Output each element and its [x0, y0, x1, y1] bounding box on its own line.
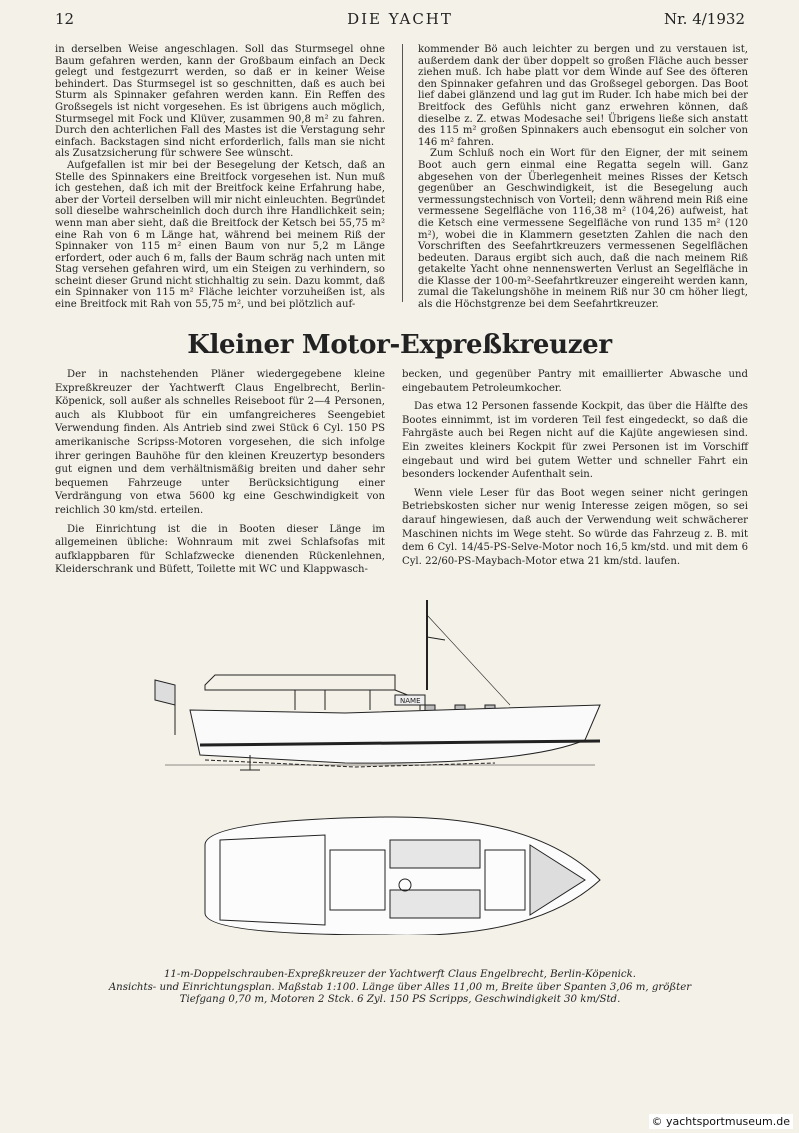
paragraph: becken, und gegenüber Pantry mit emaillierter Abwasche und eingebautem Petroleumkocher.: [402, 369, 748, 394]
paragraph: Wenn viele Leser für das Boot wegen seiner nicht geringen Betriebskosten sicher nur wenig Interesse zeigen mögen, so sei darauf hingewiesen, daß auch der Verwendung weit schwächerer Maschinen nichts im Wege steht. So würde das Fahrzeug z. B. mit dem 6 Cyl. 14/45-PS-Selve-Motor noch 16,5 km/std. und mit dem 6 Cyl. 22/60-PS-Maybach-Motor etwa 21 km/std. laufen.: [402, 487, 748, 567]
magazine-title: DIE YACHT: [347, 10, 453, 28]
article-title: Kleiner Motor-Expreßkreuzer: [187, 330, 612, 360]
top-column-left: [55, 44, 385, 311]
caption-line: 11-m-Doppelschrauben-Expreßkreuzer der Yachtwerft Claus Engelbrecht, Berlin-Köpenick.: [163, 969, 637, 980]
paragraph: Aufgefallen ist mir bei der Besegelung der Ketsch, daß an Stelle des Spinnakers eine Breitfock vorgesehen ist. Nun muß ich gestehen, daß ich mit der Breitfock keine Erfahrung habe, aber der Vorteil derselben will mir nicht einleuchten. Begründet soll dieselbe wahrscheinlich doch durch ihre Handlichkeit sein; wenn man aber sieht, daß die Breitfock der Ketsch bei 55,75 m² eine Rah von 6 m Länge hat, während bei meinem Riß der Spinnaker von 115 m² einen Baum von nur 5,2 m Länge erfordert, oder auch 6 m, falls der Baum schräg nach unten mit Stag versehen gefahren wird, um ein Steigen zu verhindern, so scheint dieser Grund nicht stichhaltig zu sein. Dazu kommt, daß ein Spinnaker von 115 m² Fläche leichter vorzuheißen ist, als eine Breitfock mit Rah von 55,75 m², und bei plötzlich auf-: [55, 159, 385, 311]
page-header: [55, 10, 745, 32]
paragraph: in derselben Weise angeschlagen. Soll das Sturmsegel ohne Baum gefahren werden, kann der Großbaum einfach an Deck gelegt und festgezurrt werden, so daß er in keiner Weise behindert. Das Sturmsegel ist so geschnitten, daß es auch bei Sturm als Spinnaker gefahren werden kann. Ein Reffen des Großsegels ist nicht vorgesehen. Es ist übrigens auch möglich, Sturmsegel mit Fock und Klüver, zusammen 90,8 m² zu fahren. Durch den achterlichen Fall des Mastes ist die Verstagung sehr einfach. Backstagen sind nicht erforderlich, falls man sie nicht als Zusatzsicherung für schwere See wünscht.: [55, 44, 385, 160]
issue-number: Nr. 4/1932: [664, 10, 745, 28]
museum-credit: © yachtsportmuseum.de: [649, 1114, 793, 1129]
forestay: [427, 615, 510, 705]
hull: [190, 705, 600, 763]
deck-plan: [205, 817, 600, 935]
sofa-berth-starboard: [390, 840, 480, 868]
stern-flag: [155, 680, 175, 705]
column-divider: [402, 44, 403, 302]
caption-line: Ansichts- und Einrichtungsplan. Maßstab 1:100. Länge über Alles 11,00 m, Breite über Spanten 3,06 m, größter: [108, 981, 692, 993]
name-plate-text: NAME: [400, 697, 421, 705]
sofa-berth-port: [390, 890, 480, 918]
paragraph: Das etwa 12 Personen fassende Kockpit, das über die Hälfte des Bootes einnimmt, ist im vorderen Teil fest eingedeckt, so daß die Fahrgäste auch bei Regen nicht auf die Kajüte angewiesen sind. Ein zweites kleiners Kockpit für zwei Personen ist im Vorschiff eingebaut und wird bei gutem Wetter und schneller Fahrt ein besonders lockender Aufenthalt sein.: [402, 401, 748, 481]
paragraph: Der in nachstehenden Pläner wiedergegebene kleine Expreßkreuzer der Yachtwerft Claus Engelbrecht, Berlin-Köpenick, soll außer als schnelles Reiseboot für 2—4 Personen, auch als Klubboot für ein umfangreicheres Seengebiet Verwendung finden. Als Antrieb sind zwei Stück 6 Cyl. 150 PS amerikanische Scripss-Motoren vorgesehen, die sich infolge ihrer geringen Bauhöhe für den kleinen Kreuzertyp besonders gut eignen und dem verhältnismäßig breiten und daher sehr bequemen Fahrzeuge unter Berücksichtigung einer Verdrängung von etwa 5600 kg eine Geschwindigkeit von reichlich 30 km/std. erteilen.: [55, 369, 385, 516]
top-column-right: [418, 44, 748, 311]
paragraph: kommender Bö auch leichter zu bergen und zu verstauen ist, außerdem dank der über doppelt so großen Fläche auch besser ziehen muß. Ich habe platt vor dem Winde auf See des öfteren den Spinnaker gefahren und das Großsegel geborgen. Das Boot lief dabei glänzend und lag gut im Ruder. Ich habe mich bei der Breitfock des Gefühls nicht ganz erwehren können, daß dieselbe z. Z. etwas Modesache sei! Übrigens ließe sich anstatt des 115 m² großen Spinnakers auch ebensogut ein solcher von 146 m² fahren.: [418, 44, 748, 148]
boat-plan-drawing: [145, 595, 615, 935]
caption-line: Tiefgang 0,70 m, Motoren 2 Stck. 6 Zyl. 150 PS Scripps, Geschwindigkeit 30 km/Std.: [179, 994, 621, 1005]
article-column-left: [55, 368, 385, 582]
mast-spreader: [427, 637, 445, 640]
cabin-roof: [205, 675, 395, 690]
page-number: 12: [55, 10, 75, 28]
side-elevation: [155, 600, 600, 770]
figure-caption: [90, 969, 710, 1007]
paragraph: Zum Schluß noch ein Wort für den Eigner, der mit seinem Boot auch gern einmal eine Regatta segeln will. Ganz abgesehen von der Überlegenheit meines Risses der Ketsch gegenüber an Geschwindigkeit, ist die Besegelung auch vermessungstechnisch von Vorteil; denn während mein Riß eine vermessene Segelfläche von 116,38 m² (104,26) aufweist, hat die Ketsch eine vermessene Segelfläche von rund 135 m² (120 m²), wobei die in Klammern gesetzten Zahlen die nach den Vorschriften des Seefahrtkreuzers vermessenen Segelflächen bedeuten. Daraus ergibt sich auch, daß die nach meinem Riß getakelte Yacht ohne nennenswerten Verlust an Segelfläche in die Klasse der 100-m²-Seefahrtkreuzer eingereiht werden kann, zumal die Takelungshöhe in meinem Riß nur 30 cm höher liegt, als die Höchstgrenze bei dem Seefahrtkreuzer.: [418, 148, 748, 311]
paragraph: Die Einrichtung ist die in Booten dieser Länge im allgemeinen übliche: Wohnraum mit zwei Schlafsofas mit aufklappbaren für Schlafzwecke dienenden Rückenlehnen, Kleiderschrank und Büfett, Toilette mit WC und Klappwasch-: [55, 523, 385, 576]
article-column-right: [402, 368, 748, 573]
